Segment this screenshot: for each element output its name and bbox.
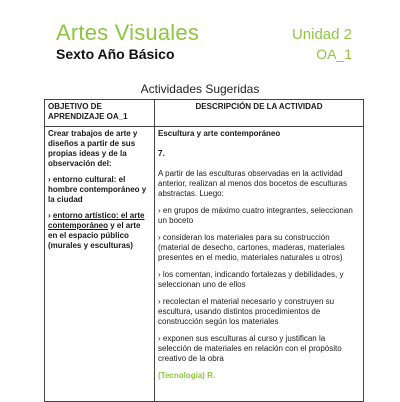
activity-step: › exponen sus esculturas al curso y justifican la selección de materiales en relación con el propósito creativo de la obra <box>158 334 342 363</box>
description-column-header: DESCRIPCIÓN DE LA ACTIVIDAD <box>155 100 364 127</box>
section-title: Actividades Sugeridas <box>140 82 260 96</box>
document-header <box>56 20 356 66</box>
objective-column-header: OBJETIVO DE APRENDIZAJE OA_1 <box>45 100 155 127</box>
objective-item-artistic-bullet: › <box>48 211 53 220</box>
objective-code: OA_1 <box>316 46 352 62</box>
activity-number: 7. <box>158 149 165 158</box>
activity-description-cell <box>155 127 364 402</box>
activity-title: Escultura y arte contemporáneo <box>158 129 281 138</box>
objective-item-artistic <box>48 211 151 251</box>
activity-step: › en grupos de máximo cuatro integrantes, seleccionan un boceto <box>158 206 353 225</box>
activities-table <box>44 99 364 402</box>
activity-intro: A partir de las esculturas observadas en la actividad anterior, realizan al menos dos bocetos de esculturas abstractas. Luego: <box>158 169 347 198</box>
objective-item-artistic-rest: y el arte en el espacio público (murales y esculturas) <box>48 221 141 250</box>
objective-item-artistic-underlined: entorno artístico: el arte contemporáneo <box>48 211 145 230</box>
activity-step: › consideran los materiales para su construcción (material de desecho, cartones, maderas, materiales presentes en el medio, materiales naturales u otros) <box>158 233 345 262</box>
table-row <box>45 127 364 402</box>
unit-label: Unidad 2 <box>291 26 352 43</box>
table-header-row <box>45 100 364 127</box>
document-title: Artes Visuales <box>56 20 200 45</box>
subject-note: (Tecnología) R. <box>158 371 216 380</box>
objective-intro: Crear trabajos de arte y diseños a partir de sus propias ideas y de la observación del: <box>48 129 138 168</box>
grade-subtitle: Sexto Año Básico <box>56 46 175 62</box>
objective-cell <box>45 127 155 402</box>
objective-item-cultural: › entorno cultural: el hombre contemporáneo y la ciudad <box>48 175 147 204</box>
activity-step: › los comentan, indicando fortalezas y debilidades, y seleccionan uno de ellos <box>158 270 344 289</box>
activity-step: › recolectan el material necesario y construyen su escultura, usando distintos procedimientos de construcción según los materiales <box>158 297 335 326</box>
